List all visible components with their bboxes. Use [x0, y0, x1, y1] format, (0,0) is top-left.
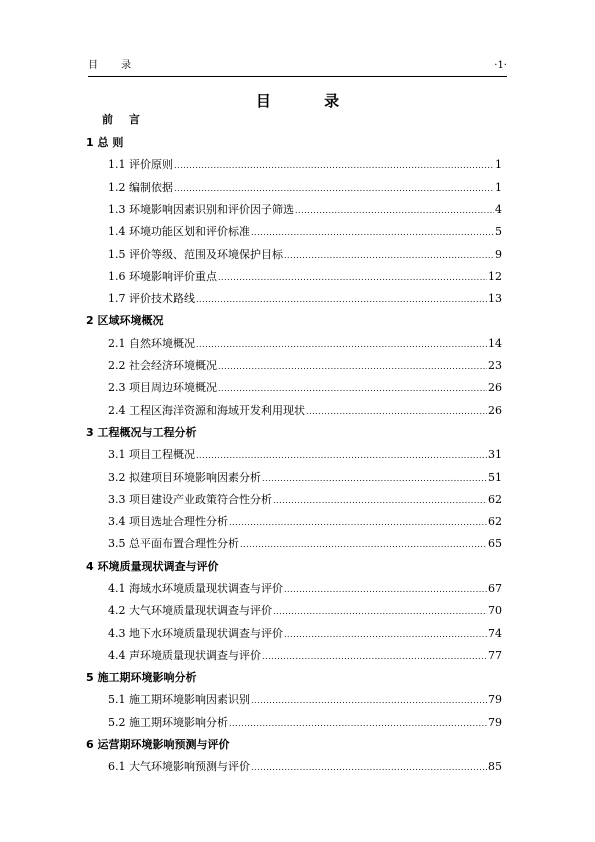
toc-leader-dots: [240, 537, 487, 552]
toc-entry-page: 62: [488, 515, 502, 528]
toc-chapter-heading[interactable]: 2 区域环境概况: [86, 314, 164, 327]
toc-entry-page: 5: [495, 225, 502, 238]
toc-entry-page: 12: [488, 270, 502, 283]
toc-entry[interactable]: [108, 292, 502, 307]
toc-entry-page: 79: [488, 716, 502, 729]
header-section-label: 目 录: [88, 60, 142, 71]
toc-entry-page: 70: [488, 604, 502, 617]
toc-entry[interactable]: [108, 716, 502, 731]
toc-entry[interactable]: [108, 158, 502, 173]
toc-leader-dots: [229, 716, 487, 731]
toc-entry-page: 67: [488, 582, 502, 595]
toc-entry[interactable]: [108, 693, 502, 708]
toc-entry-label: 4.1 海域水环境质量现状调查与评价: [108, 582, 283, 595]
toc-entry-page: 79: [488, 693, 502, 706]
toc-entry[interactable]: [108, 337, 502, 352]
toc-entry-label: 1.6 环境影响评价重点: [108, 270, 217, 283]
toc-entry-label: 4.4 声环境质量现状调查与评价: [108, 649, 261, 662]
toc-entry[interactable]: [108, 582, 502, 597]
toc-entry-label: 3.5 总平面布置合理性分析: [108, 537, 239, 550]
toc-leader-dots: [273, 604, 487, 619]
toc-entry-page: 51: [488, 471, 502, 484]
toc-leader-dots: [251, 225, 494, 240]
toc-leader-dots: [251, 693, 487, 708]
toc-entry-page: 13: [488, 292, 502, 305]
toc-entry-label: 2.3 项目周边环境概况: [108, 381, 217, 394]
toc-entry-page: 85: [488, 760, 502, 773]
toc-leader-dots: [218, 270, 487, 285]
toc-entry[interactable]: [108, 760, 502, 775]
toc-entry[interactable]: [108, 404, 502, 419]
toc-leader-dots: [284, 627, 487, 642]
toc-leader-dots: [229, 515, 487, 530]
toc-entry-page: 1: [495, 158, 502, 171]
toc-entry-page: 77: [488, 649, 502, 662]
toc-entry-label: 4.2 大气环境质量现状调查与评价: [108, 604, 272, 617]
page-header: [88, 58, 507, 74]
toc-leader-dots: [284, 248, 494, 263]
toc-entry-label: 3.4 项目选址合理性分析: [108, 515, 228, 528]
toc-leader-dots: [251, 760, 487, 775]
toc-entry[interactable]: [108, 493, 502, 508]
toc-leader-dots: [295, 203, 494, 218]
toc-entry-label: 1.2 编制依据: [108, 181, 173, 194]
toc-chapter-heading[interactable]: 4 环境质量现状调查与评价: [86, 560, 219, 573]
toc-chapter-heading[interactable]: 3 工程概况与工程分析: [86, 426, 197, 439]
toc-entry[interactable]: [108, 649, 502, 664]
toc-entry-page: 23: [488, 359, 502, 372]
toc-entry[interactable]: [108, 359, 502, 374]
toc-leader-dots: [174, 158, 494, 173]
toc-entry[interactable]: [108, 627, 502, 642]
toc-entry-page: 62: [488, 493, 502, 506]
toc-entry-page: 74: [488, 627, 502, 640]
toc-chapter-heading[interactable]: 6 运营期环境影响预测与评价: [86, 738, 230, 751]
toc-entry-page: 26: [488, 381, 502, 394]
toc-entry-page: 4: [495, 203, 502, 216]
toc-chapter-heading[interactable]: 5 施工期环境影响分析: [86, 671, 197, 684]
toc-entry-page: 1: [495, 181, 502, 194]
toc-entry-label: 6.1 大气环境影响预测与评价: [108, 760, 250, 773]
toc-entry[interactable]: [108, 537, 502, 552]
toc-leader-dots: [262, 649, 487, 664]
toc-entry-label: 3.1 项目工程概况: [108, 448, 195, 461]
toc-entry[interactable]: [108, 181, 502, 196]
header-page-number: ·1·: [494, 60, 507, 71]
toc-leader-dots: [196, 337, 487, 352]
toc-entry-page: 65: [488, 537, 502, 550]
toc-leader-dots: [174, 181, 494, 196]
toc-leader-dots: [284, 582, 487, 597]
toc-entry-label: 1.7 评价技术路线: [108, 292, 195, 305]
toc-entry[interactable]: [108, 225, 502, 240]
toc-entry[interactable]: [108, 248, 502, 263]
toc-entry-label: 2.4 工程区海洋资源和海域开发利用现状: [108, 404, 305, 417]
toc-entry[interactable]: [108, 270, 502, 285]
toc-entry-label: 1.5 评价等级、范围及环境保护目标: [108, 248, 283, 261]
toc-entry-label: 2.2 社会经济环境概况: [108, 359, 217, 372]
toc-leader-dots: [273, 493, 487, 508]
toc-leader-dots: [218, 381, 487, 396]
toc-preface[interactable]: 前 言: [102, 113, 146, 126]
toc-leader-dots: [196, 292, 487, 307]
toc-chapter-heading[interactable]: 1 总 则: [86, 136, 124, 149]
page-title: 目 录: [255, 92, 364, 110]
toc-entry-label: 5.1 施工期环境影响因素识别: [108, 693, 250, 706]
toc-entry-label: 1.4 环境功能区划和评价标准: [108, 225, 250, 238]
toc-entry-page: 26: [488, 404, 502, 417]
toc-leader-dots: [196, 448, 487, 463]
toc-entry[interactable]: [108, 604, 502, 619]
toc-entry-label: 4.3 地下水环境质量现状调查与评价: [108, 627, 283, 640]
toc-entry[interactable]: [108, 471, 502, 486]
toc-leader-dots: [218, 359, 487, 374]
toc-entry[interactable]: [108, 381, 502, 396]
toc-entry-label: 5.2 施工期环境影响分析: [108, 716, 228, 729]
toc-entry-label: 1.1 评价原则: [108, 158, 173, 171]
toc-entry[interactable]: [108, 448, 502, 463]
toc-entry[interactable]: [108, 515, 502, 530]
toc-entry[interactable]: [108, 203, 502, 218]
toc-leader-dots: [306, 404, 487, 419]
toc-entry-page: 31: [488, 448, 502, 461]
toc-entry-label: 2.1 自然环境概况: [108, 337, 195, 350]
toc-entry-label: 3.2 拟建项目环境影响因素分析: [108, 471, 261, 484]
toc-entry-label: 1.3 环境影响因素识别和评价因子筛选: [108, 203, 294, 216]
header-rule: [88, 76, 507, 77]
toc-leader-dots: [262, 471, 487, 486]
toc-entry-page: 14: [488, 337, 502, 350]
toc-entry-label: 3.3 项目建设产业政策符合性分析: [108, 493, 272, 506]
toc-entry-page: 9: [495, 248, 502, 261]
